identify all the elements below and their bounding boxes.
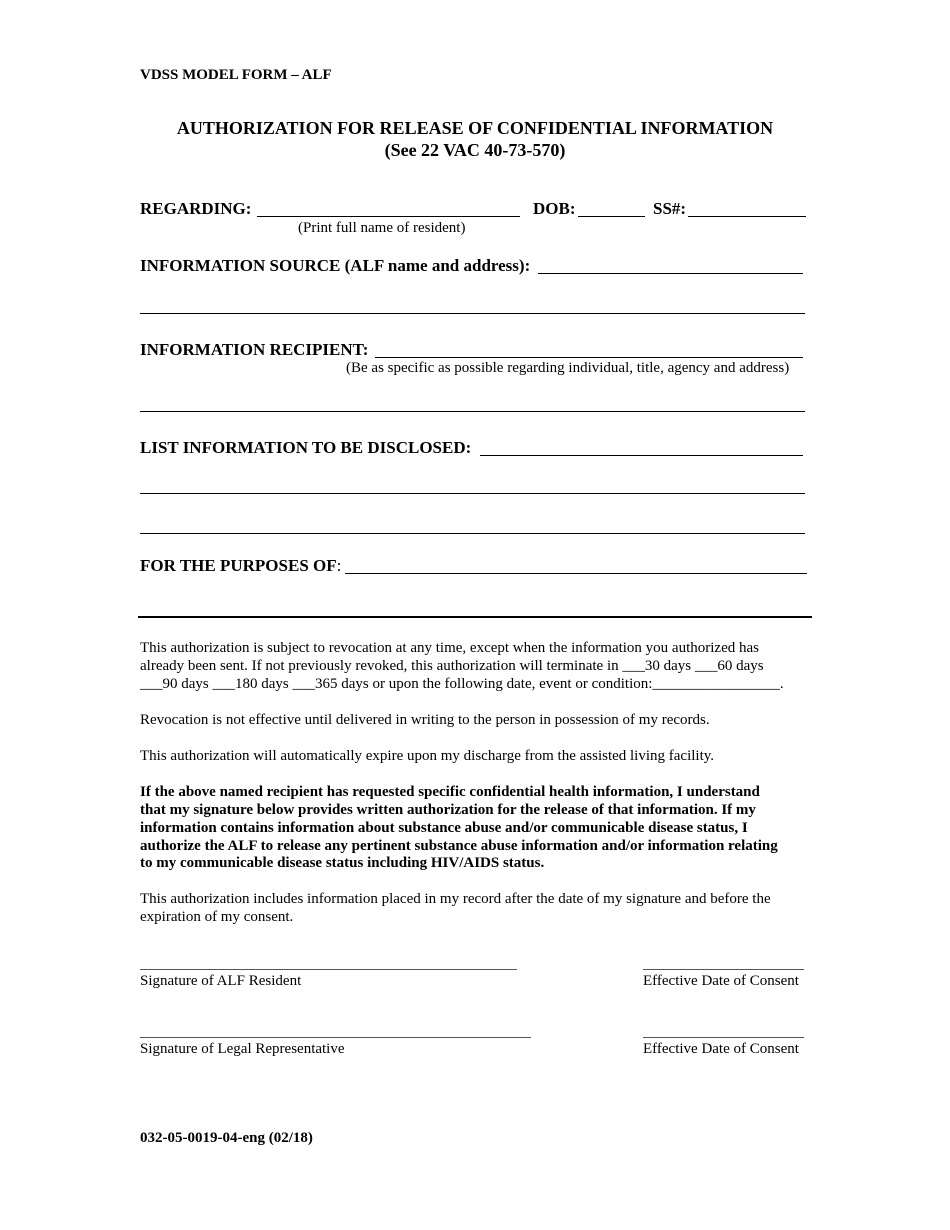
revocation-paragraph-line3: ___90 days ___180 days ___365 days or upon the following date, event or condition:_________________. <box>140 676 784 692</box>
form-header: VDSS MODEL FORM – ALF <box>140 67 332 83</box>
info-recipient-hint: (Be as specific as possible regarding individual, title, agency and address) <box>346 360 790 376</box>
dob-label: DOB: <box>533 199 576 218</box>
disclose-field-line3[interactable] <box>140 533 805 534</box>
resident-signature-label: Signature of ALF Resident <box>140 973 302 989</box>
form-subtitle: (See 22 VAC 40-73-570) <box>384 140 566 160</box>
representative-date-field[interactable] <box>643 1037 804 1038</box>
disclose-label: LIST INFORMATION TO BE DISCLOSED: <box>140 438 472 457</box>
record-inclusion-paragraph-line2: expiration of my consent. <box>140 909 294 925</box>
regarding-hint: (Print full name of resident) <box>298 220 466 236</box>
info-source-label: INFORMATION SOURCE (ALF name and address): <box>140 256 531 275</box>
form-number: 032-05-0019-04-eng (02/18) <box>140 1130 313 1146</box>
info-source-field-line2[interactable] <box>140 313 805 314</box>
purpose-label-wrap <box>140 556 341 576</box>
purpose-field[interactable] <box>345 573 807 574</box>
disclose-field[interactable] <box>480 455 803 456</box>
health-info-paragraph-line4: authorize the ALF to release any pertinent substance abuse information and/or information relating <box>140 838 778 854</box>
health-info-paragraph-line5: to my communicable disease status including HIV/AIDS status. <box>140 855 545 871</box>
resident-signature-field[interactable] <box>140 969 517 970</box>
expiration-paragraph: This authorization will automatically expire upon my discharge from the assisted living facility. <box>140 748 715 764</box>
revocation-paragraph-line1: This authorization is subject to revocation at any time, except when the information you authorized has <box>140 640 759 656</box>
disclose-field-line2[interactable] <box>140 493 805 494</box>
resident-date-label: Effective Date of Consent <box>643 973 799 989</box>
representative-signature-label: Signature of Legal Representative <box>140 1041 345 1057</box>
regarding-label: REGARDING: <box>140 199 252 218</box>
purpose-colon: : <box>336 556 342 575</box>
representative-signature-field[interactable] <box>140 1037 531 1038</box>
info-recipient-field[interactable] <box>375 357 803 358</box>
section-divider <box>138 616 812 618</box>
record-inclusion-paragraph-line1: This authorization includes information placed in my record after the date of my signature and before the <box>140 891 771 907</box>
info-source-field[interactable] <box>538 273 803 274</box>
info-recipient-label: INFORMATION RECIPIENT: <box>140 340 369 359</box>
regarding-field[interactable] <box>257 216 520 217</box>
dob-field[interactable] <box>578 216 645 217</box>
revocation-delivery-paragraph: Revocation is not effective until delivered in writing to the person in possession of my records. <box>140 712 710 728</box>
health-info-paragraph-line2: that my signature below provides written authorization for the release of that information. If my <box>140 802 756 818</box>
revocation-paragraph-line2: already been sent. If not previously revoked, this authorization will terminate in ___30 days ___60 days <box>140 658 764 674</box>
ssn-label: SS#: <box>653 199 687 218</box>
form-title: AUTHORIZATION FOR RELEASE OF CONFIDENTIAL INFORMATION <box>176 118 774 138</box>
resident-date-field[interactable] <box>643 969 804 970</box>
representative-date-label: Effective Date of Consent <box>643 1041 799 1057</box>
health-info-paragraph-line3: information contains information about substance abuse and/or communicable disease status, I <box>140 820 748 836</box>
ssn-field[interactable] <box>688 216 806 217</box>
health-info-paragraph-line1: If the above named recipient has requested specific confidential health information, I understand <box>140 784 760 800</box>
info-recipient-field-line2[interactable] <box>140 411 805 412</box>
purpose-label: FOR THE PURPOSES OF <box>140 556 337 575</box>
